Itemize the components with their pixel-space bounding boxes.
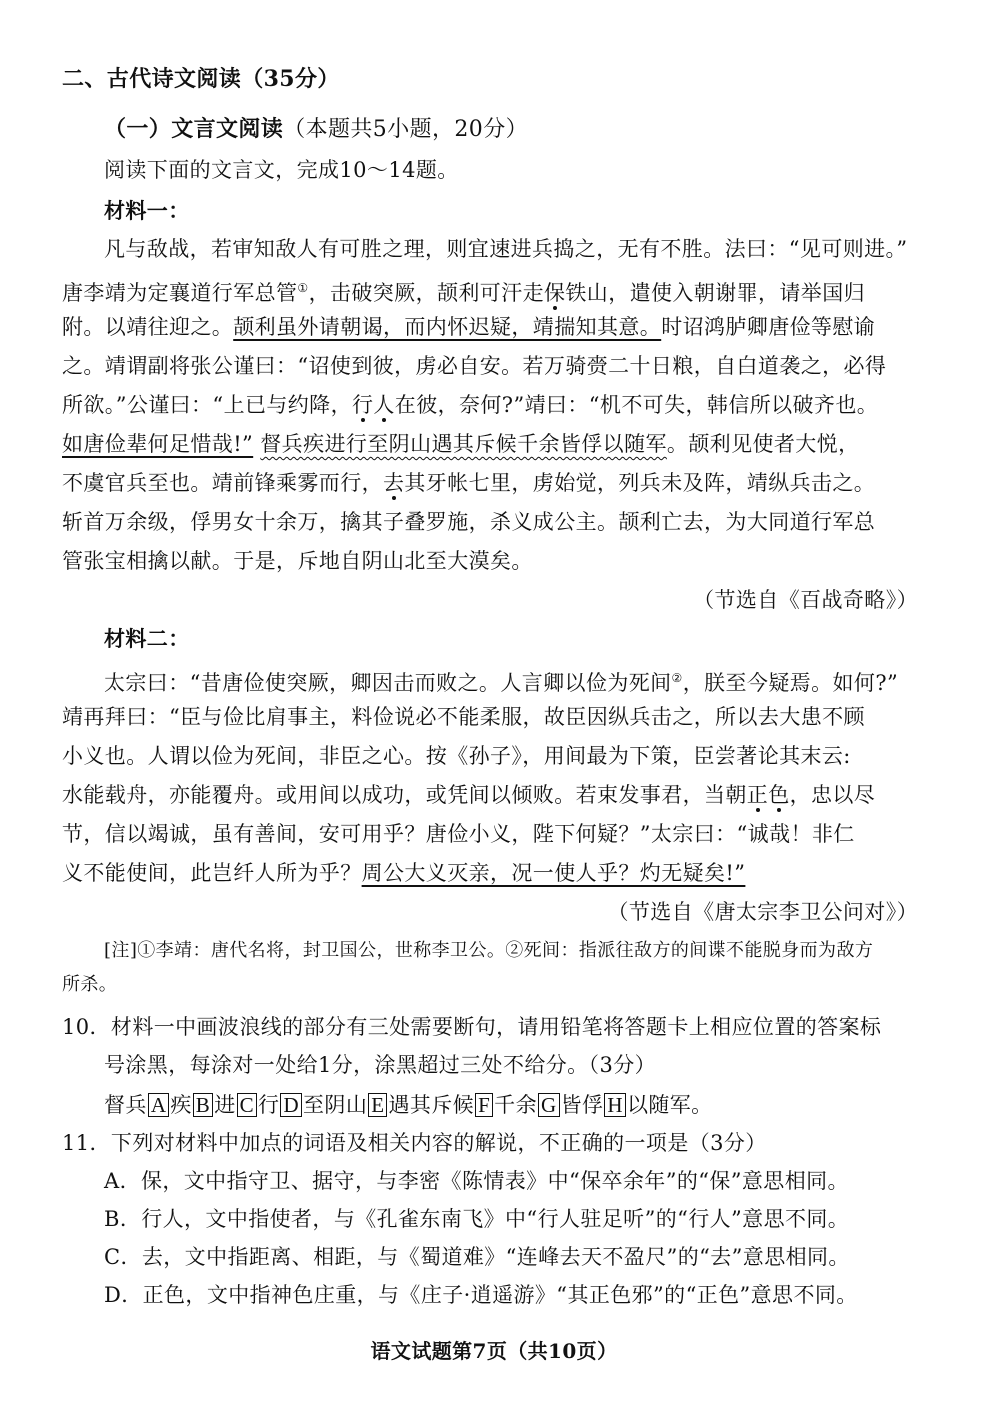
footnote-marker: ②: [671, 671, 683, 685]
note-line: 所杀。: [62, 974, 118, 995]
text-run: 千余: [494, 1093, 537, 1117]
material2-line: [62, 780, 875, 810]
text-run: ，忠以尽: [789, 783, 876, 807]
material1-line: [62, 312, 875, 342]
material2-source: （节选自《唐太宗李卫公问对》）: [607, 900, 918, 924]
question-11-stem: 11．下列对材料中加点的词语及相关内容的解说，不正确的一项是（3分）: [62, 1131, 767, 1155]
material1-line: [62, 273, 865, 308]
text-run: 。颉利见使者大悦，: [666, 432, 860, 456]
wavy-underlined-sentence: 督兵疾进行至阴山遇其斥候千余皆俘以随军: [260, 432, 667, 456]
question-10-options: [104, 1090, 713, 1120]
text-run: 在彼，奈何?”靖曰：“机不可失，韩信所以破齐也。: [394, 393, 879, 417]
material2-line: 节，信以竭诚，虽有善间，安可用乎？唐俭小义，陛下何疑？”太宗曰：“诚哉！非仁: [62, 822, 855, 846]
dotted-word: 正: [746, 783, 769, 807]
text-run: 疾: [170, 1093, 192, 1117]
material2-line: [104, 663, 898, 698]
material1-line: [62, 468, 875, 498]
question-11-option-c: C．去，文中指距离、相距，与《蜀道难》“连峰去天不盈尺”的“去”意思相同。: [104, 1245, 850, 1269]
instruction: 阅读下面的文言文，完成10～14题。: [104, 158, 459, 182]
material2-line: [62, 858, 745, 888]
material1-line: 凡与敌战，若审知敌人有可胜之理，则宜速进兵捣之，无有不胜。法曰：“见可则进。”: [104, 237, 908, 261]
text-run: 行: [258, 1093, 280, 1117]
question-11-option-a: A．保，文中指守卫、据守，与李密《陈情表》中“保卒余年”的“保”意思相同。: [104, 1169, 849, 1193]
break-option-box: F: [475, 1093, 493, 1117]
text-run: 所欲。”公谨曰：“上已与约降，: [62, 393, 352, 417]
break-option-box: H: [604, 1093, 626, 1117]
text-run: 至阴山: [303, 1093, 368, 1117]
break-option-box: B: [193, 1093, 213, 1117]
text-run: ，击破突厥，颉利可汗走: [308, 281, 544, 305]
text-run: 遇其斥候: [388, 1093, 475, 1117]
material2-line: 靖再拜曰：“臣与俭比肩事主，料俭说必不能柔服，故臣因纵兵击之，所以去大患不顾: [62, 705, 865, 729]
question-11-option-d: D．正色，文中指神色庄重，与《庄子·逍遥游》“其正色邪”的“正色”意思不同。: [104, 1283, 858, 1307]
break-option-box: E: [368, 1093, 387, 1117]
text-run: 太宗曰：“昔唐俭使突厥，卿因击而败之。人言卿以俭为死间: [104, 671, 672, 695]
text-run: 不虞官兵至也。靖前锋乘雾而行，: [62, 471, 383, 495]
material1-line: 管张宝相擒以献。于是，斥地自阴山北至大漠矣。: [62, 549, 533, 573]
material1-label: 材料一：: [104, 198, 190, 223]
section-title: 二、古代诗文阅读（35分）: [62, 66, 340, 92]
break-option-box: C: [237, 1093, 257, 1117]
text-run: 督兵: [104, 1093, 147, 1117]
text-run: 其牙帐七里，虏始觉，列兵未及阵，靖纵兵击之。: [404, 471, 876, 495]
break-option-box: A: [148, 1093, 170, 1117]
text-run: 铁山，遣使入朝谢罪，请举国归: [565, 281, 865, 305]
text-run: 时诏鸿胪卿唐俭等慰谕: [661, 315, 876, 339]
subsection-title: （一）文言文阅读: [104, 116, 284, 142]
text-run: 以随军。: [626, 1093, 713, 1117]
text-run: 唐李靖为定襄道行军总管: [62, 281, 298, 305]
question-10-stem: 号涂黑，每涂对一处给1分，涂黑超过三处不给分。（3分）: [104, 1053, 657, 1077]
material1-line: 之。靖谓副将张公谨曰：“诏使到彼，虏必自安。若万骑赍二十日粮，自白道袭之，必得: [62, 354, 887, 378]
text-run: 义不能使间，此岂纤人所为乎？: [62, 861, 362, 885]
underlined-sentence: 周公大义灭亲，况一使人乎？灼无疑矣!”: [361, 861, 746, 885]
break-option-box: D: [280, 1093, 302, 1117]
question-10-stem: 10．材料一中画波浪线的部分有三处需要断句，请用铅笔将答题卡上相应位置的答案标: [62, 1015, 882, 1039]
page-footer: 语文试题第7页（共10页）: [370, 1339, 618, 1363]
material1-line: [62, 390, 878, 420]
dotted-word: 保: [543, 281, 566, 305]
subsection-info: （本题共5小题，20分）: [283, 117, 528, 142]
question-11-option-b: B．行人，文中指使者，与《孔雀东南飞》中“行人驻足听”的“行人”意思不同。: [104, 1207, 850, 1231]
material1-source: （节选自《百战奇略》）: [693, 588, 918, 612]
material1-line: [62, 429, 859, 459]
text-run: 进: [214, 1093, 236, 1117]
dotted-word: 去: [383, 471, 405, 495]
underlined-sentence: 如唐俭辈何足惜哉!”: [62, 432, 254, 456]
footnote-marker: ①: [297, 281, 309, 295]
material2-label: 材料二：: [104, 626, 190, 651]
material1-line: 斩首万余级，俘男女十余万，擒其子叠罗施，杀义成公主。颉利亡去，为大同道行军总: [62, 510, 876, 534]
text-run: 皆俘: [560, 1093, 604, 1117]
text-run: 水能载舟，亦能覆舟。或用间以成功，或凭间以倾败。若束发事君，当朝: [62, 783, 747, 807]
break-option-box: G: [538, 1093, 560, 1117]
subsection-heading: [104, 114, 528, 145]
text-run: ，朕至今疑焉。如何?”: [682, 671, 899, 695]
material2-line: 小义也。人谓以俭为死间，非臣之心。按《孙子》，用间最为下策，臣尝著论其末云:: [62, 744, 851, 768]
note-line: [注]①李靖：唐代名将，封卫国公，世称李卫公。②死间：指派往敌方的间谍不能脱身而为敌方: [104, 940, 874, 961]
underlined-sentence: 颉利虽外请朝谒，而内怀迟疑，靖揣知其意。: [233, 315, 662, 339]
dotted-word: 行: [351, 393, 374, 417]
dotted-word: 色: [768, 783, 790, 807]
text-run: 附。以靖往迎之。: [62, 315, 234, 339]
dotted-word: 人: [373, 393, 395, 417]
